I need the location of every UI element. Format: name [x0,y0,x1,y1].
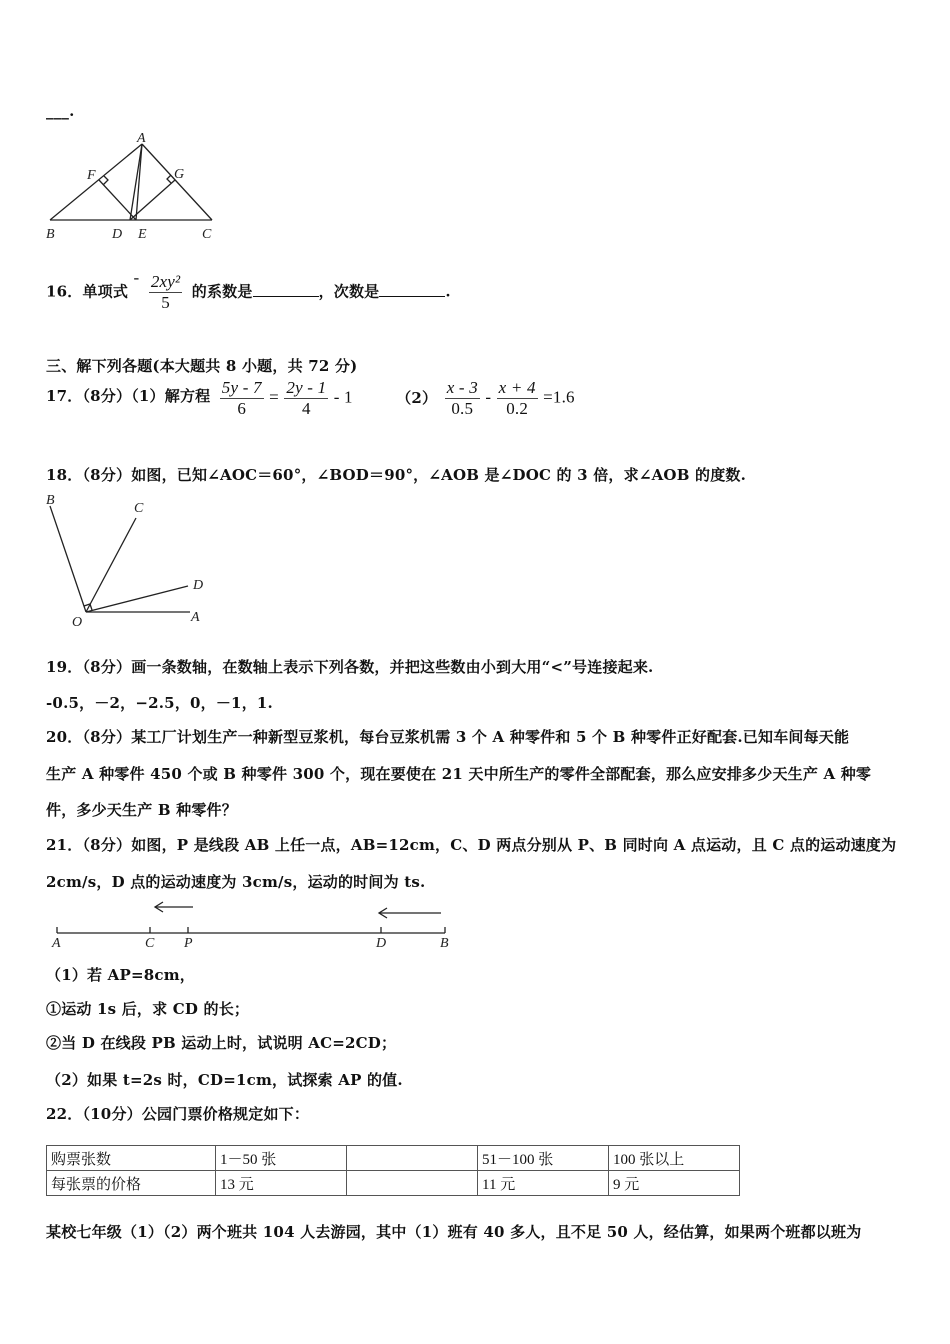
label-E: E [138,227,147,242]
q17-frac2-num: 2y - 1 [286,378,327,397]
question-20-line3: 件，多少天生产 B 种零件？ [46,801,237,819]
table-row [47,1171,740,1196]
label-C: C [202,227,212,242]
question-21-sub1a: ①运动 1s 后，求 CD 的长； [46,1000,250,1018]
question-21-line1: 21．（8分）如图，P 是线段 AB 上任一点，AB=12cm，C、D 两点分别从 P、B 同时向 A 点运动，且 C 点的运动速度为 [46,836,897,854]
question-19: 19．（8分）画一条数轴，在数轴上表示下列各数，并把这些数由小到大用“<”号连接起来. [46,658,654,676]
q16-text-b: 的系数是 [191,282,253,301]
label-D: D [376,936,387,951]
section-heading: 三、解下列各题(本大题共 8 小题，共 72 分) [46,357,358,375]
q17-minus: - [485,387,492,407]
price-table [46,1145,740,1196]
table-cell: 11 元 [478,1171,609,1196]
q17-frac2-den: 4 [302,399,311,418]
q16-end: . [445,282,451,301]
table-cell [347,1146,478,1171]
q17-frac3-num: x - 3 [446,378,478,397]
label-B: B [46,493,55,508]
q17-part2: （2） [396,388,438,407]
q17-frac1-num: 5y - 7 [221,378,262,397]
label-D: D [193,578,204,593]
label-G: G [174,167,185,182]
triangle-figure [40,130,230,245]
label-P: P [184,936,193,951]
q17-lead: 17．（8分）（1）解方程 [46,386,211,405]
q17-frac4-num: x + 4 [498,378,536,397]
question-21-sub2: （2）如果 t=2s 时，CD=1cm，试探索 AP 的值. [46,1071,403,1089]
question-19-numbers: -0.5，－2，−2.5，0，－1，1. [46,694,273,712]
table-cell [347,1171,478,1196]
label-A: A [52,936,61,951]
question-21-sub1b: ②当 D 在线段 PB 运动上时，试说明 AC=2CD； [46,1034,397,1052]
label-C: C [145,936,155,951]
question-22-text: 某校七年级（1）（2）两个班共 104 人去游园，其中（1）班有 40 多人，且不足 50 人，经估算，如果两个班都以班为 [46,1223,862,1241]
table-cell: 购票张数 [47,1146,216,1171]
table-cell: 51－100 张 [478,1146,609,1171]
q17-equals: = [269,387,279,407]
label-D: D [112,227,123,242]
q16-numerator: 2xy² [150,272,181,291]
q17-tail-1: - 1 [333,387,353,407]
q16-blank-1 [253,282,319,297]
label-O: O [72,615,83,630]
question-16 [46,267,451,313]
table-row [47,1146,740,1171]
q16-text: 16．单项式 [46,282,129,301]
q17-frac-1 [220,378,264,419]
q17-frac-3 [445,378,480,419]
question-17 [46,378,575,419]
label-A: A [137,131,146,146]
q16-minus: - [133,267,140,287]
q17-frac1-den: 6 [237,399,247,418]
q17-tail-2: =1.6 [543,387,575,407]
q17-frac-4 [497,378,538,419]
question-21-line2: 2cm/s，D 点的运动速度为 3cm/s，运动的时间为 ts. [46,873,426,891]
question-21-sub1: （1）若 AP=8cm， [46,966,195,984]
table-cell: 1－50 张 [216,1146,347,1171]
q17-frac4-den: 0.2 [506,399,529,418]
q17-frac-2 [284,378,328,419]
table-cell: 每张票的价格 [47,1171,216,1196]
label-B: B [46,227,55,242]
table-cell: 9 元 [609,1171,740,1196]
question-18: 18．（8分）如图，已知∠AOC＝60°，∠BOD＝90°，∠AOB 是∠DOC 的 3 倍，求∠AOB 的度数. [46,466,747,484]
table-cell: 13 元 [216,1171,347,1196]
label-C: C [134,501,144,516]
answer-blank-15: ___. [46,102,75,120]
label-A: A [191,610,200,625]
angle-figure [40,490,210,630]
q16-text-c: ，次数是 [318,282,380,301]
q17-frac3-den: 0.5 [451,399,474,418]
label-B: B [440,936,449,951]
q16-denominator: 5 [161,293,170,312]
question-20-line1: 20．（8分）某工厂计划生产一种新型豆浆机，每台豆浆机需 3 个 A 种零件和 5 个 B 种零件正好配套.已知车间每天能 [46,728,850,746]
q16-blank-2 [379,282,445,297]
table-cell: 100 张以上 [609,1146,740,1171]
question-20-line2: 生产 A 种零件 450 个或 B 种零件 300 个，现在要使在 21 天中所生产的零件全部配套，那么应安排多少天生产 A 种零 [46,765,872,783]
question-22-title: 22．（10分）公园门票价格规定如下： [46,1105,310,1123]
q16-fraction [149,272,183,313]
label-F: F [87,168,96,183]
segment-figure [45,895,460,955]
